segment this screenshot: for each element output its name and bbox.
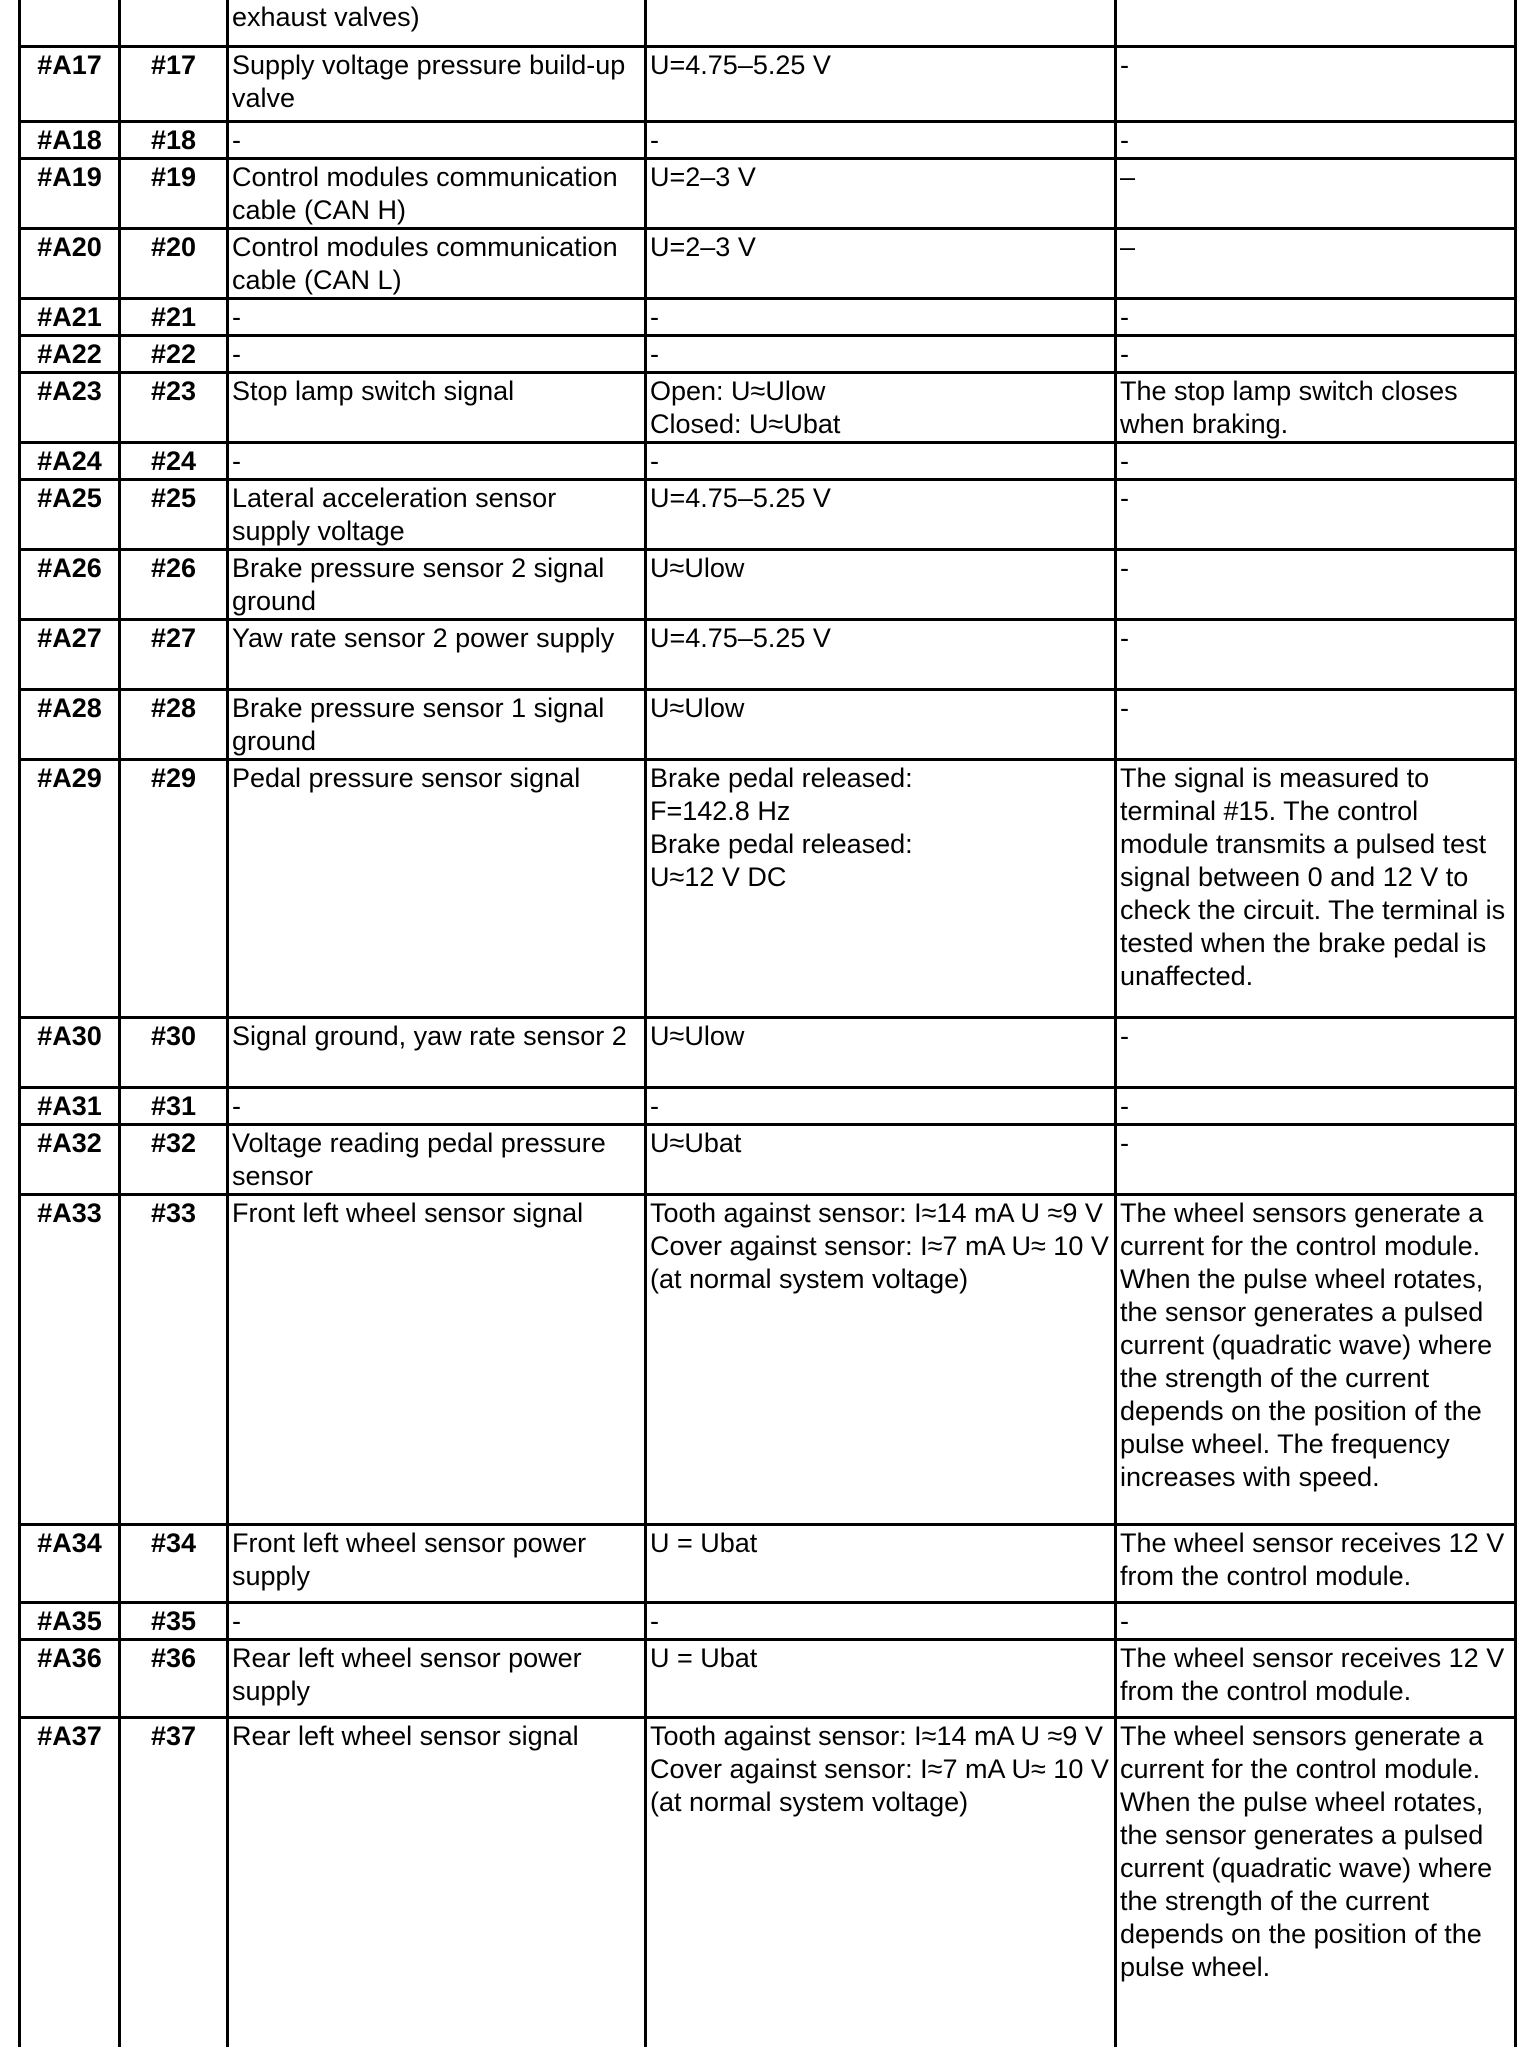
table-row (20, 158, 1516, 228)
description-cell: Yaw rate sensor 2 power supply (228, 619, 646, 689)
table-row (20, 479, 1516, 549)
notes-cell (1116, 1087, 1516, 1124)
pin-number-cell: #23 (120, 372, 228, 442)
value-cell-line: U=4.75–5.25 V (650, 482, 831, 513)
value-cell (646, 689, 1116, 759)
value-cell-line: U≈Ubat (650, 1127, 742, 1158)
notes-cell (1116, 335, 1516, 372)
pin-number-cell: #17 (120, 46, 228, 121)
pin-id-cell: #A30 (20, 1017, 120, 1087)
value-cell-line: Cover against sensor: I≈7 mA U≈ 10 V (650, 1230, 1109, 1261)
value-cell-line: Open: U≈Ulow (650, 375, 826, 406)
pin-number-cell: #35 (120, 1602, 228, 1639)
pin-number-cell: #27 (120, 619, 228, 689)
value-cell-line: Closed: U≈Ubat (650, 408, 841, 439)
description-cell: - (228, 1087, 646, 1124)
notes-cell (1116, 0, 1516, 46)
value-cell-line: U=4.75–5.25 V (650, 49, 831, 80)
table-row (20, 372, 1516, 442)
notes-cell-line: The wheel sensors generate a current for the control module. When the pulse wheel rotates, the sensor generates a pulsed current (quadratic wave) where the strength of the current depends on the position of the pulse wheel. (1120, 1720, 1493, 1982)
pin-number-cell: #33 (120, 1194, 228, 1524)
pin-number-cell: #29 (120, 759, 228, 1017)
notes-cell-line: The wheel sensor receives 12 V from the control module. (1120, 1527, 1505, 1591)
pin-number-cell: #36 (120, 1639, 228, 1717)
table-row (20, 759, 1516, 1017)
description-cell: - (228, 335, 646, 372)
value-cell-line: U = Ubat (650, 1527, 758, 1558)
notes-cell-line: The signal is measured to terminal #15. The control module transmits a pulsed test signal between 0 and 12 V to check the circuit. The terminal is tested when the brake pedal is unaffected. (1120, 762, 1506, 991)
description-cell: - (228, 298, 646, 335)
value-cell-line: U=4.75–5.25 V (650, 622, 831, 653)
value-cell-line: (at normal system voltage) (650, 1263, 969, 1294)
pin-number-cell: #18 (120, 121, 228, 158)
pin-number-cell: #28 (120, 689, 228, 759)
notes-cell-line: - (1120, 301, 1129, 332)
value-cell-line: - (650, 301, 659, 332)
value-cell (646, 549, 1116, 619)
description-cell: Front left wheel sensor power supply (228, 1524, 646, 1602)
notes-cell (1116, 46, 1516, 121)
table-row (20, 619, 1516, 689)
pin-number-cell: #34 (120, 1524, 228, 1602)
table-row (20, 689, 1516, 759)
value-cell (646, 298, 1116, 335)
pin-number-cell: #32 (120, 1124, 228, 1194)
description-cell: Lateral acceleration sensor supply voltage (228, 479, 646, 549)
value-cell-line: U=2–3 V (650, 231, 756, 262)
table-row (20, 442, 1516, 479)
notes-cell (1116, 228, 1516, 298)
pin-number-cell: #21 (120, 298, 228, 335)
value-cell (646, 46, 1116, 121)
value-cell-line: - (650, 124, 659, 155)
pin-id-cell: #A35 (20, 1602, 120, 1639)
description-cell: Rear left wheel sensor power supply (228, 1639, 646, 1717)
table-row (20, 1194, 1516, 1524)
notes-cell-line: - (1120, 445, 1129, 476)
value-cell-line: - (650, 1090, 659, 1121)
value-cell-line: F=142.8 Hz (650, 795, 791, 826)
value-cell-line: U≈Ulow (650, 692, 745, 723)
pin-id-cell: #A24 (20, 442, 120, 479)
description-cell: Stop lamp switch signal (228, 372, 646, 442)
value-cell (646, 1717, 1116, 2047)
pin-id-cell: #A26 (20, 549, 120, 619)
notes-cell (1116, 1017, 1516, 1087)
pin-id-cell (20, 0, 120, 46)
table-row (20, 1524, 1516, 1602)
value-cell (646, 158, 1116, 228)
notes-cell (1116, 549, 1516, 619)
pin-id-cell: #A36 (20, 1639, 120, 1717)
table-row (20, 46, 1516, 121)
pin-table-body (20, 0, 1516, 2047)
value-cell (646, 1602, 1116, 1639)
notes-cell (1116, 1524, 1516, 1602)
value-cell (646, 372, 1116, 442)
pin-number-cell: #25 (120, 479, 228, 549)
pin-number-cell: #30 (120, 1017, 228, 1087)
value-cell-line: - (650, 445, 659, 476)
table-row (20, 1017, 1516, 1087)
value-cell (646, 1524, 1116, 1602)
notes-cell-line: - (1120, 49, 1129, 80)
notes-cell-line: – (1120, 231, 1136, 262)
pin-number-cell: #31 (120, 1087, 228, 1124)
pin-id-cell: #A34 (20, 1524, 120, 1602)
value-cell (646, 121, 1116, 158)
notes-cell (1116, 689, 1516, 759)
pin-number-cell: #20 (120, 228, 228, 298)
description-cell: Control modules communication cable (CAN H) (228, 158, 646, 228)
value-cell (646, 442, 1116, 479)
description-cell: Signal ground, yaw rate sensor 2 (228, 1017, 646, 1087)
value-cell-line: (at normal system voltage) (650, 1786, 969, 1817)
notes-cell-line: - (1120, 1090, 1129, 1121)
value-cell-line: Brake pedal released: (650, 828, 913, 859)
notes-cell-line: – (1120, 161, 1136, 192)
notes-cell (1116, 442, 1516, 479)
table-row (20, 1639, 1516, 1717)
notes-cell-line: - (1120, 338, 1129, 369)
notes-cell-line: - (1120, 622, 1129, 653)
pin-id-cell: #A31 (20, 1087, 120, 1124)
notes-cell (1116, 1717, 1516, 2047)
table-row (20, 335, 1516, 372)
value-cell (646, 1017, 1116, 1087)
notes-cell (1116, 1124, 1516, 1194)
value-cell (646, 1124, 1116, 1194)
pin-id-cell: #A17 (20, 46, 120, 121)
pin-number-cell: #22 (120, 335, 228, 372)
description-cell: Brake pressure sensor 2 signal ground (228, 549, 646, 619)
notes-cell (1116, 298, 1516, 335)
notes-cell-line: - (1120, 692, 1129, 723)
pin-number-cell: #24 (120, 442, 228, 479)
notes-cell-line: The wheel sensor receives 12 V from the control module. (1120, 1642, 1505, 1706)
notes-cell (1116, 479, 1516, 549)
description-cell: - (228, 121, 646, 158)
notes-cell-line: The wheel sensors generate a current for the control module. When the pulse wheel rotates, the sensor generates a pulsed current (quadratic wave) where the strength of the current depends on the position of the pulse wheel. The frequency increases with speed. (1120, 1197, 1493, 1492)
value-cell-line: U≈12 V DC (650, 861, 787, 892)
description-cell: - (228, 442, 646, 479)
value-cell-line: U=2–3 V (650, 161, 756, 192)
table-row (20, 1602, 1516, 1639)
table-row (20, 228, 1516, 298)
pin-id-cell: #A32 (20, 1124, 120, 1194)
notes-cell-line: The stop lamp switch closes when braking. (1120, 375, 1458, 439)
description-cell: - (228, 1602, 646, 1639)
value-cell (646, 335, 1116, 372)
notes-cell-line: - (1120, 552, 1129, 583)
value-cell-line: U≈Ulow (650, 1020, 745, 1051)
value-cell (646, 759, 1116, 1017)
notes-cell (1116, 121, 1516, 158)
description-cell: Supply voltage pressure build-up valve (228, 46, 646, 121)
notes-cell (1116, 1639, 1516, 1717)
pin-id-cell: #A37 (20, 1717, 120, 2047)
value-cell-line: - (650, 338, 659, 369)
notes-cell (1116, 619, 1516, 689)
notes-cell (1116, 1602, 1516, 1639)
pin-number-cell: #37 (120, 1717, 228, 2047)
notes-cell-line: - (1120, 1605, 1129, 1636)
pin-id-cell: #A33 (20, 1194, 120, 1524)
pin-number-cell (120, 0, 228, 46)
table-row (20, 549, 1516, 619)
description-cell: Pedal pressure sensor signal (228, 759, 646, 1017)
pin-id-cell: #A20 (20, 228, 120, 298)
value-cell-line: Brake pedal released: (650, 762, 913, 793)
pin-id-cell: #A18 (20, 121, 120, 158)
value-cell-line: U≈Ulow (650, 552, 745, 583)
value-cell-line: U = Ubat (650, 1642, 758, 1673)
pin-table (18, 0, 1517, 2047)
pin-number-cell: #19 (120, 158, 228, 228)
value-cell (646, 1639, 1116, 1717)
table-row (20, 1087, 1516, 1124)
notes-cell-line: - (1120, 1127, 1129, 1158)
value-cell-line: Cover against sensor: I≈7 mA U≈ 10 V (650, 1753, 1109, 1784)
notes-cell-line: - (1120, 124, 1129, 155)
description-cell: Brake pressure sensor 1 signal ground (228, 689, 646, 759)
notes-cell-line: - (1120, 482, 1129, 513)
notes-cell (1116, 759, 1516, 1017)
pin-id-cell: #A29 (20, 759, 120, 1017)
description-cell: exhaust valves) (228, 0, 646, 46)
table-row (20, 1124, 1516, 1194)
table-row (20, 298, 1516, 335)
pin-id-cell: #A21 (20, 298, 120, 335)
notes-cell-line: - (1120, 1020, 1129, 1051)
description-cell: Rear left wheel sensor signal (228, 1717, 646, 2047)
notes-cell (1116, 372, 1516, 442)
pin-id-cell: #A22 (20, 335, 120, 372)
pin-id-cell: #A27 (20, 619, 120, 689)
value-cell-line: - (650, 1605, 659, 1636)
pin-number-cell: #26 (120, 549, 228, 619)
pin-id-cell: #A23 (20, 372, 120, 442)
table-row (20, 1717, 1516, 2047)
pin-id-cell: #A25 (20, 479, 120, 549)
table-row (20, 121, 1516, 158)
value-cell (646, 619, 1116, 689)
description-cell: Front left wheel sensor signal (228, 1194, 646, 1524)
notes-cell (1116, 1194, 1516, 1524)
value-cell (646, 479, 1116, 549)
value-cell (646, 1087, 1116, 1124)
value-cell (646, 1194, 1116, 1524)
description-cell: Voltage reading pedal pressure sensor (228, 1124, 646, 1194)
table-row (20, 0, 1516, 46)
value-cell-line: Tooth against sensor: I≈14 mA U ≈9 V (650, 1720, 1103, 1751)
notes-cell (1116, 158, 1516, 228)
pin-id-cell: #A19 (20, 158, 120, 228)
description-cell: Control modules communication cable (CAN L) (228, 228, 646, 298)
value-cell (646, 228, 1116, 298)
value-cell (646, 0, 1116, 46)
pin-id-cell: #A28 (20, 689, 120, 759)
value-cell-line: Tooth against sensor: I≈14 mA U ≈9 V (650, 1197, 1103, 1228)
